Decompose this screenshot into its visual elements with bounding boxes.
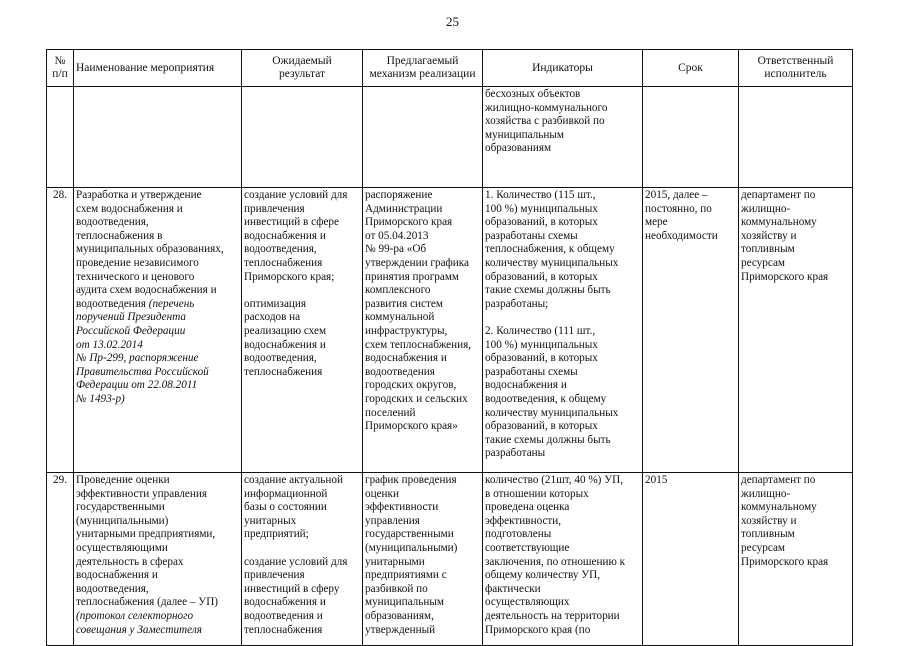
text-line: образований, в которых: [485, 216, 598, 229]
text-line: инвестиций в сфере: [244, 216, 339, 229]
row-28-name-mixed-italic: (перечень: [148, 297, 195, 310]
header-num: [47, 50, 74, 87]
text-line: осуществляющими: [76, 541, 168, 554]
row-28-deadline-cell: [643, 188, 739, 473]
text-line: количеству муниципальных: [485, 256, 619, 269]
table-row-28: [47, 188, 853, 473]
text-line: Приморского края: [741, 555, 829, 568]
text-line: деятельность в сферах: [76, 555, 184, 568]
cont-result-cell: [242, 87, 363, 188]
text-line: коммунальному: [741, 216, 817, 229]
table-row-29: [47, 473, 853, 646]
text-line: Приморского края (по: [485, 623, 591, 636]
row-28-result-cell: [242, 188, 363, 473]
text-line: водоотведения, к общему: [485, 392, 607, 405]
text-line: результат: [278, 68, 326, 80]
text-line: график проведения: [365, 474, 457, 486]
text-line: в отношении которых: [485, 487, 589, 500]
row-28-num: 28.: [47, 188, 74, 473]
row-29-result-cell: [242, 473, 363, 646]
text-line: реализацию схем: [244, 324, 327, 337]
text-line: водоснабжения и: [244, 229, 326, 242]
text-line: предприятий;: [244, 528, 309, 541]
text-line: базы о состоянии: [244, 501, 327, 514]
text-line: (протокол селекторного: [76, 609, 194, 622]
text-line: привлечения: [244, 569, 305, 582]
text-line: схем теплоснабжения,: [365, 338, 472, 351]
text-line: необходимости: [645, 229, 718, 242]
text-line: разработаны;: [485, 297, 549, 310]
text-line: эффективности управления: [76, 487, 208, 500]
header-name: [74, 50, 242, 87]
text-line: городских и сельских: [365, 392, 468, 405]
text-line: технического и ценового: [76, 270, 195, 283]
text-line: 1. Количество (115 шт.,: [485, 189, 596, 201]
row-29-mechanism-cell: [363, 473, 483, 646]
text-line: государственными: [365, 528, 454, 541]
text-line: Федерации от 22.08.2011: [76, 379, 198, 392]
row-28-name-cell: [74, 188, 242, 473]
text-line: водоснабжения и: [76, 569, 158, 582]
text-line: жилищно-: [741, 202, 791, 215]
cont-num-cell: [47, 87, 74, 188]
text-line: №: [54, 55, 66, 67]
text-line: Разработка и утверждение: [76, 189, 202, 201]
text-line: Приморского края»: [365, 420, 458, 433]
row-28-mechanism-cell: [363, 188, 483, 473]
text-line: муниципальных образованиях,: [76, 243, 224, 256]
text-line: фактически: [485, 582, 541, 595]
text-line: постоянно, по: [645, 202, 712, 215]
text-line: коммунальному: [741, 501, 817, 514]
text-line: информационной: [244, 487, 328, 500]
header-deadline: [643, 50, 739, 87]
text-line: утвержденный: [365, 623, 436, 636]
cont-name-cell: [74, 87, 242, 188]
text-line: соответствующие: [485, 541, 570, 554]
text-line: водоотведения: [365, 365, 435, 378]
text-line: подготовлены: [485, 528, 552, 541]
text-line: теплоснабжения: [244, 623, 323, 636]
text-line: (муниципальными): [76, 514, 169, 527]
text-line: жилищно-коммунального: [485, 101, 608, 114]
text-line: Правительства Российской: [76, 365, 209, 378]
text-line: жилищно-: [741, 487, 791, 500]
text-line: теплоснабжения (далее – УП): [76, 596, 219, 609]
text-line: водоснабжения и: [365, 352, 447, 365]
text-line: унитарных: [244, 514, 297, 527]
text-line: управления: [365, 514, 420, 527]
text-line: теплоснабжения: [244, 256, 323, 269]
text-line: муниципальным: [485, 128, 564, 141]
text-line: расходов на: [244, 311, 301, 324]
text-line: п/п: [52, 68, 68, 80]
text-line: исполнитель: [764, 68, 827, 80]
text-line: Приморского края;: [244, 270, 335, 283]
text-line: Российской Федерации: [76, 324, 186, 337]
text-line: ресурсам: [741, 256, 785, 269]
text-line: такие схемы должны быть: [485, 433, 611, 446]
text-line: Индикаторы: [532, 61, 593, 74]
text-line: утверждении графика: [365, 256, 470, 269]
text-line: № Пр-299, распоряжение: [76, 352, 199, 365]
text-line: водоснабжения и: [244, 338, 326, 351]
text-line: водоотведения,: [76, 216, 149, 229]
text-line: Приморского края: [365, 216, 453, 229]
text-line: топливным: [741, 243, 795, 256]
text-line: водоснабжения и: [485, 379, 567, 392]
text-line: оптимизация: [244, 297, 307, 310]
text-line: коммунальной: [365, 311, 435, 324]
text-line: аудита схем водоснабжения и: [76, 284, 217, 297]
cont-mechanism-cell: [363, 87, 483, 188]
row-28-executor-cell: [739, 188, 853, 473]
row-28-name-mixed-text: водоотведения: [76, 297, 149, 310]
text-line: совещания у Заместителя: [76, 623, 202, 636]
text-line: Ответственный: [757, 55, 834, 67]
text-line: разработаны схемы: [485, 365, 578, 378]
text-line: образованиям: [485, 142, 552, 155]
text-line: унитарными: [365, 555, 425, 568]
text-line: департамент по: [741, 189, 816, 201]
text-line: привлечения: [244, 202, 305, 215]
text-line: образований, в которых: [485, 420, 598, 433]
text-line: разработаны: [485, 447, 546, 460]
action-plan-table: [46, 49, 853, 646]
text-line: топливным: [741, 528, 795, 541]
row-28-indicators-cell: [483, 188, 643, 473]
text-line: создание актуальной: [244, 474, 343, 486]
text-line: заключения, по отношению к: [485, 555, 626, 568]
text-line: 2015, далее –: [645, 189, 708, 201]
text-line: Предлагаемый: [386, 55, 459, 67]
text-line: Проведение оценки: [76, 474, 170, 486]
text-line: Наименование мероприятия: [76, 61, 215, 74]
cont-deadline-cell: [643, 87, 739, 188]
row-29-deadline-cell: [643, 473, 739, 646]
text-line: Администрации: [365, 202, 443, 215]
text-line: количество (21шт, 40 %) УП,: [485, 474, 623, 486]
page-number: 25: [446, 14, 459, 29]
text-line: количеству муниципальных: [485, 406, 619, 419]
text-line: инфраструктуры,: [365, 324, 448, 337]
text-line: муниципальным: [365, 596, 444, 609]
text-line: предприятиями с: [365, 569, 447, 582]
text-line: принятия программ: [365, 270, 460, 283]
row-29-indicators-cell: [483, 473, 643, 646]
text-line: хозяйству и: [741, 229, 797, 242]
text-line: образований, в которых: [485, 270, 598, 283]
text-line: образований, в которых: [485, 352, 598, 365]
cont-executor-cell: [739, 87, 853, 188]
text-line: осуществляющих: [485, 596, 570, 609]
row-29-executor-cell: [739, 473, 853, 646]
text-line: Приморского края: [741, 270, 829, 283]
text-line: ресурсам: [741, 541, 785, 554]
text-line: теплоснабжения, к общему: [485, 243, 615, 256]
text-line: 2. Количество (111 шт.,: [485, 324, 596, 337]
text-line: хозяйства с разбивкой по: [485, 115, 605, 128]
text-line: общему количеству УП,: [485, 569, 601, 582]
text-line: 100 %) муниципальных: [485, 338, 598, 351]
text-line: (муниципальными): [365, 541, 458, 554]
text-line: 100 %) муниципальных: [485, 202, 598, 215]
text-line: водоотведения,: [244, 243, 317, 256]
text-line: образованиям,: [365, 609, 434, 622]
text-line: Ожидаемый: [272, 55, 332, 67]
text-line: № 99-ра «Об: [365, 243, 427, 256]
text-line: деятельность на территории: [485, 609, 620, 622]
header-result: [242, 50, 363, 87]
text-line: водоотведения и: [244, 609, 323, 622]
text-line: унитарными предприятиями,: [76, 528, 216, 541]
header-mechanism: [363, 50, 483, 87]
row-29-num: 29.: [47, 473, 74, 646]
text-line: создание условий для: [244, 189, 348, 201]
text-line: поручений Президента: [76, 311, 187, 324]
table-header-row: [47, 50, 853, 87]
text-line: инвестиций в сферу: [244, 582, 340, 595]
cont-indicators-cell: [483, 87, 643, 188]
text-line: проведена оценка: [485, 501, 570, 514]
text-line: эффективности: [365, 501, 439, 514]
text-line: от 05.04.2013: [365, 229, 429, 242]
text-line: городских округов,: [365, 379, 457, 392]
text-line: проведение независимого: [76, 256, 199, 269]
text-line: механизм реализации: [369, 68, 476, 80]
header-indicators: [483, 50, 643, 87]
text-line: оценки: [365, 487, 399, 500]
text-line: такие схемы должны быть: [485, 284, 611, 297]
table-row-continuation: [47, 87, 853, 188]
text-line: создание условий для: [244, 555, 348, 568]
text-line: схем водоснабжения и: [76, 202, 183, 215]
text-line: разбивкой по: [365, 582, 428, 595]
text-line: водоснабжения и: [244, 596, 326, 609]
row-29-name-cell: [74, 473, 242, 646]
text-line: № 1493-р): [76, 392, 125, 405]
text-line: от 13.02.2014: [76, 338, 143, 351]
text-line: департамент по: [741, 474, 816, 486]
text-line: распоряжение: [365, 189, 433, 201]
text-line: теплоснабжения: [244, 365, 323, 378]
text-line: хозяйству и: [741, 514, 797, 527]
text-line: комплексного: [365, 284, 431, 297]
text-line: 2015: [645, 474, 668, 486]
text-line: эффективности,: [485, 514, 562, 527]
header-executor: [739, 50, 853, 87]
text-line: разработаны схемы: [485, 229, 578, 242]
text-line: водоотведения,: [76, 582, 149, 595]
text-line: теплоснабжения в: [76, 229, 163, 242]
text-line: водоотведения,: [244, 352, 317, 365]
text-line: поселений: [365, 406, 416, 419]
text-line: государственными: [76, 501, 165, 514]
text-line: мере: [645, 216, 668, 229]
text-line: развития систем: [365, 297, 443, 310]
text-line: бесхозных объектов: [485, 88, 581, 100]
text-line: Срок: [678, 61, 703, 74]
